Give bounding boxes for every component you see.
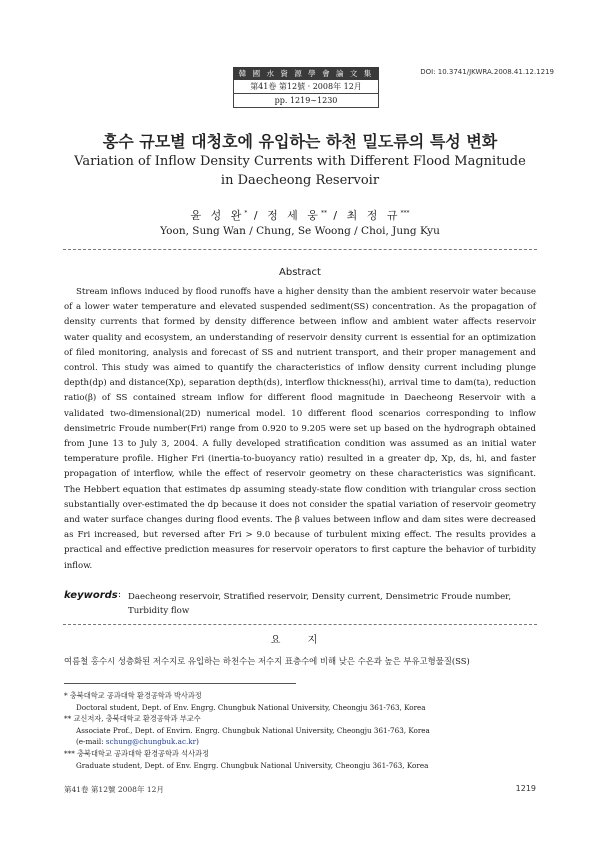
footer-issue: 第41卷 第12號 2008年 12月	[64, 785, 164, 794]
footnote-2-email	[64, 736, 536, 748]
footnote-1-ko: * 충북대학교 공과대학 환경공학과 박사과정	[64, 691, 202, 700]
page-number: 1219	[515, 784, 536, 793]
korean-abstract-heading: 요 지	[270, 635, 330, 646]
journal-name: 韓 國 水 資 源 學 會 論 文 集	[233, 67, 379, 80]
author-sep: /	[247, 209, 268, 222]
footnotes	[64, 690, 536, 771]
keywords-text: Daecheong reservoir, Stratified reservoir, Density current, Densimetric Froude number, Turbidity flow	[128, 592, 512, 616]
journal-pages: pp. 1219∼1230	[233, 94, 379, 108]
divider	[63, 624, 537, 625]
footnote-1-en: Doctoral student, Dept. of Env. Engrg. Chungbuk National University, Cheongju 361-763, Korea	[76, 702, 426, 712]
abstract-heading: Abstract	[279, 267, 321, 278]
email-link[interactable]: schung@chungbuk.ac.kr	[105, 737, 197, 747]
author-3: 최 정 규	[346, 209, 401, 222]
author-1-mark: *	[244, 209, 248, 217]
email-suffix: )	[196, 737, 199, 747]
email-prefix: (e-mail:	[76, 737, 106, 747]
footnote-3-ko: *** 충북대학교 공과대학 환경공학과 석사과정	[64, 748, 209, 758]
author-3-mark: ***	[400, 209, 410, 217]
keywords-colon: :	[118, 590, 122, 600]
author-1: 윤 성 완	[190, 209, 245, 222]
journal-volume: 第41卷 第12號 · 2008年 12月	[233, 80, 379, 94]
footnote-2-ko: ** 교신저자, 충북대학교 환경공학과 부교수	[64, 714, 201, 724]
footnote-rule	[64, 683, 296, 684]
title-english-line2: in Daecheong Reservoir	[220, 173, 380, 188]
footnote-2-en: Associate Prof., Dept. of Envirn. Engrg. Chungbuk National University, Cheongju 361-763, Korea	[76, 725, 430, 735]
author-2: 정 세 웅	[267, 209, 321, 222]
journal-box	[233, 67, 379, 108]
doi: DOI: 10.3741/JKWRA.2008.41.12.1219	[420, 68, 554, 76]
divider	[63, 249, 537, 250]
abstract-body	[64, 285, 536, 574]
author-sep: /	[326, 209, 347, 222]
author-2-mark: **	[320, 209, 327, 217]
keywords-label: keywords	[64, 590, 118, 601]
title-english-line1: Variation of Inflow Density Currents with Different Flood Magnitude	[74, 154, 526, 169]
korean-abstract-start: 여름철 홍수시 성층화된 저수지로 유입하는 하천수는 저수지 표층수에 비해 낮은 수온과 높은 부유고형물질(SS)	[64, 656, 470, 666]
authors-english: Yoon, Sung Wan / Chung, Se Woong / Choi, Jung Kyu	[160, 225, 440, 237]
title-korean: 홍수 규모별 대청호에 유입하는 하천 밀도류의 특성 변화	[102, 132, 498, 151]
footnote-3-en: Graduate student, Dept. of Env. Engrg. Chungbuk National University, Cheongju 361-763, Korea	[76, 760, 429, 770]
authors-korean	[0, 207, 600, 223]
abstract-paragraph: Stream inflows induced by flood runoffs have a higher density than the ambient reservoir water because of a lower water temperature and elevated suspended sediment(SS) concentration. As the propagation of density currents that formed by density difference between inflow and ambient water affects reservoir water quality and ecosystem, an understanding of reservoir density current is essential for an optimization of filed monitoring, analysis and forecast of SS and nutrient transport, and their proper management and control. This study was aimed to quantify the characteristics of inflow density current including plunge depth(dp) and distance(Xp), separation depth(ds), interflow thickness(hi), arrival time to dam(ta), reduction ratio(β) of SS contained stream inflow for different flood magnitude in Daecheong Reservoir with a validated two-dimensional(2D) numerical model. 10 different flood scenarios corresponding to inflow densimetric Froude number(Fri) range from 0.920 to 9.205 were set up based on the hydrograph obtained from June 13 to July 3, 2004. A fully developed stratification condition was assumed as an initial water temperature profile. Higher Fri (inertia-to-buoyancy ratio) resulted in a greater dp, Xp, ds, hi, and faster propagation of interflow, while the effect of reservoir geometry on these characteristics was significant. The Hebbert equation that estimates dp assuming steady-state flow condition with triangular cross section substantially over-estimated the dp because it does not consider the spatial variation of reservoir geometry and water surface changes during flood events. The β values between inflow and dam sites were decreased as Fri increased, but reversed after Fri > 9.0 because of turbulent mixing effect. The results provides a practical and effective prediction measures for reservoir operators to first capture the behavior of turbidity inflow.	[64, 287, 536, 571]
